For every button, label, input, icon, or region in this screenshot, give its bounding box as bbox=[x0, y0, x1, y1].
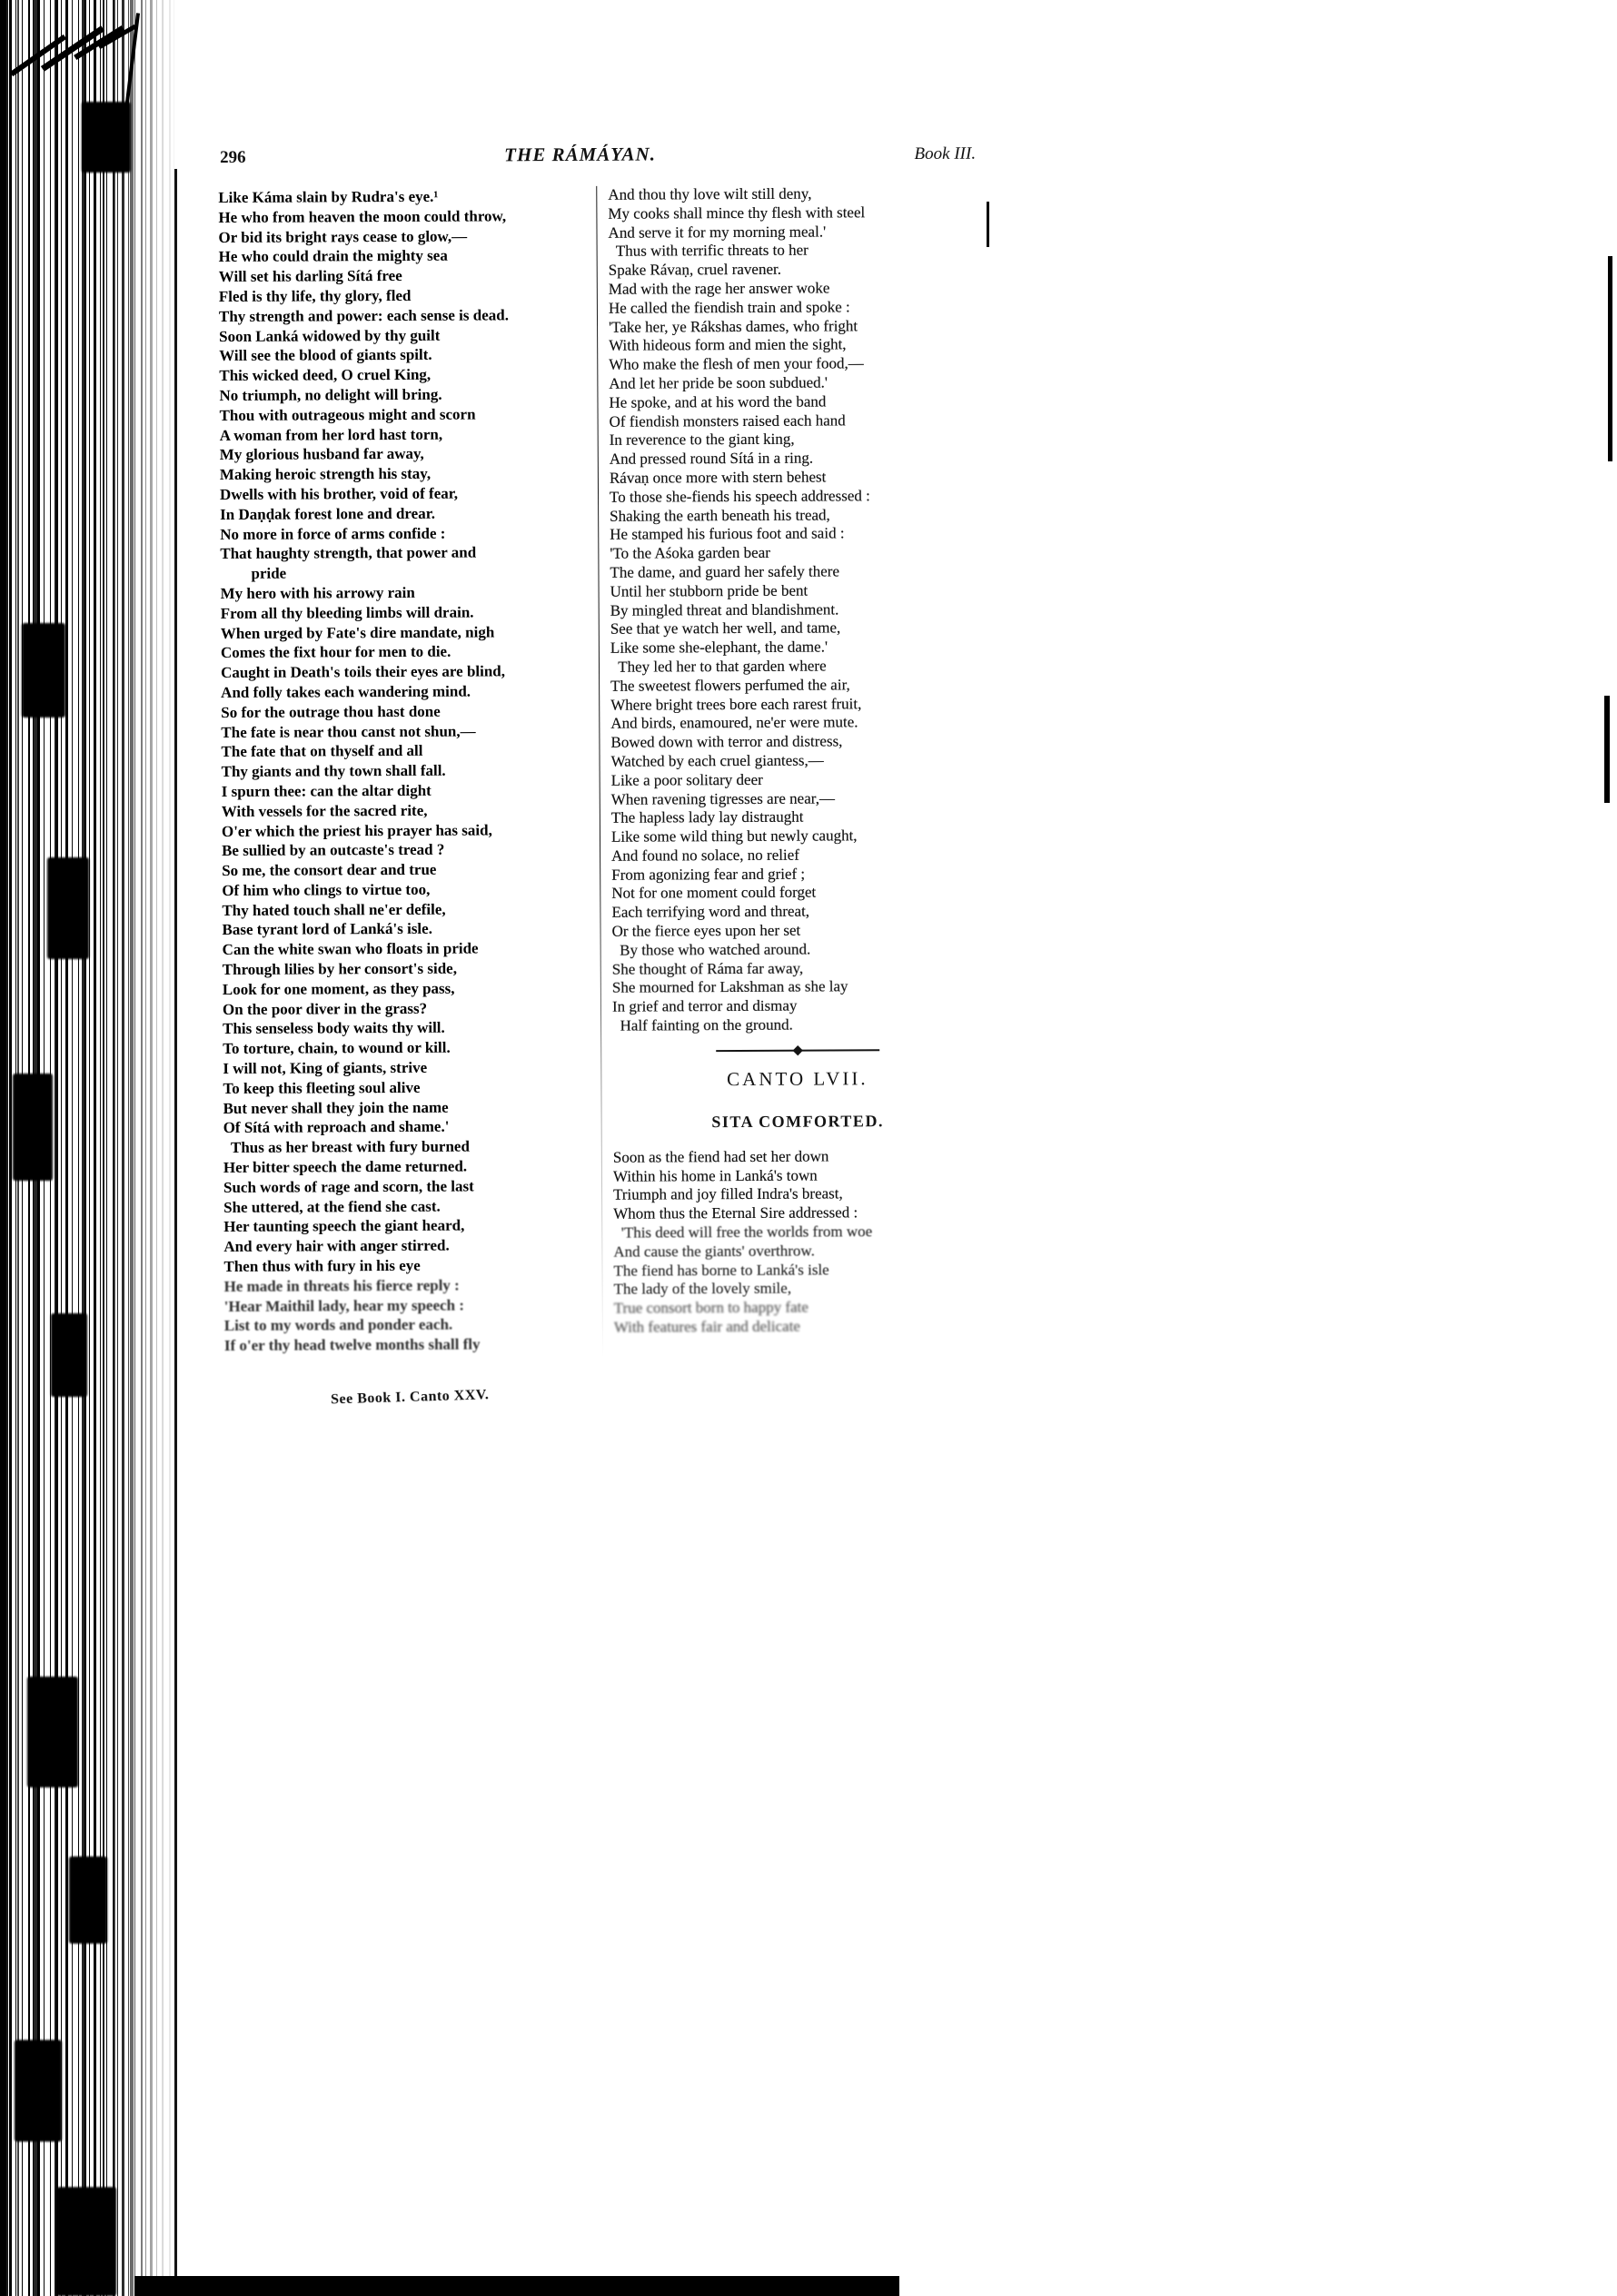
canto-subheading: SITA COMFORTED. bbox=[711, 1112, 884, 1132]
poem-line: My cooks shall mince thy flesh with steel bbox=[608, 203, 866, 223]
poem-line: But never shall they join the name bbox=[223, 1098, 449, 1117]
poem-line: Or bid its bright rays cease to glow,— bbox=[218, 227, 468, 246]
canto-heading: CANTO LVII. bbox=[727, 1067, 868, 1090]
poem-line: Thou with outrageous might and scorn bbox=[219, 405, 476, 424]
poem-line: He who could drain the mighty sea bbox=[218, 247, 448, 266]
poem-line: Dwells with his brother, void of fear, bbox=[219, 484, 459, 503]
poem-line: And let her pride be soon subdued.' bbox=[609, 373, 828, 392]
poem-line: He who from heaven the moon could throw, bbox=[218, 207, 507, 226]
poem-line: Half fainting on the ground. bbox=[612, 1015, 793, 1034]
poem-line: A woman from her lord hast torn, bbox=[219, 425, 443, 444]
poem-line: Look for one moment, as they pass, bbox=[222, 979, 455, 998]
poem-line: If o'er thy head twelve months shall fly bbox=[223, 1335, 481, 1355]
poem-line: True consort born to happy fate bbox=[613, 1298, 808, 1317]
poem-line: And folly takes each wandering mind. bbox=[221, 682, 471, 701]
poem-line: Like some she-elephant, the dame.' bbox=[610, 638, 828, 657]
poem-line: No more in force of arms confide : bbox=[220, 524, 446, 543]
poem-line: Each terrifying word and threat, bbox=[611, 902, 810, 922]
poem-line: Be sullied by an outcaste's tread ? bbox=[222, 841, 445, 860]
poem-line: Will set his darling Sítá free bbox=[218, 267, 402, 286]
right-column bbox=[608, 184, 984, 1405]
poem-line: Like some wild thing but newly caught, bbox=[610, 826, 858, 846]
poem-line: He stamped his furious foot and said : bbox=[610, 524, 845, 544]
poem-line: My hero with his arrowy rain bbox=[220, 583, 415, 602]
poem-line: Such words of rage and scorn, the last bbox=[223, 1177, 474, 1196]
poem-line: By mingled threat and blandishment. bbox=[610, 599, 839, 619]
poem-line: Caught in Death's toils their eyes are blind, bbox=[220, 662, 506, 682]
scan-ink-blob bbox=[82, 102, 131, 173]
poem-line: Then thus with fury in his eye bbox=[223, 1256, 421, 1276]
poem-line: The sweetest flowers perfumed the air, bbox=[610, 676, 850, 695]
poem-line: Of Sítá with reproach and shame.' bbox=[223, 1118, 450, 1137]
poem-line: Can the white swan who floats in pride bbox=[222, 939, 479, 959]
poem-line: From agonizing fear and grief ; bbox=[611, 865, 806, 884]
poem-line: Making heroic strength his stay, bbox=[219, 464, 432, 484]
poem-line: The fate that on thyself and all bbox=[221, 742, 423, 761]
right-column-poem bbox=[608, 184, 982, 1036]
poem-line: I spurn thee: can the altar dight bbox=[221, 781, 432, 800]
poem-line: This senseless body waits thy will. bbox=[223, 1019, 445, 1038]
scan-ink-blob bbox=[22, 623, 65, 718]
poem-line: On the poor diver in the grass? bbox=[222, 999, 428, 1018]
poem-line: This wicked deed, O cruel King, bbox=[219, 365, 432, 385]
scan-ink-blob bbox=[56, 2187, 116, 2296]
poem-line: Within his home in Lanká's town bbox=[612, 1166, 818, 1185]
scan-edge-mark bbox=[1604, 696, 1610, 803]
scan-ink-blob bbox=[13, 1074, 53, 1181]
poem-line: Comes the fixt hour for men to die. bbox=[220, 642, 451, 662]
separator-diamond-icon bbox=[792, 1045, 802, 1055]
poem-line: The hapless lady lay distraught bbox=[610, 807, 804, 827]
scan-streak-line bbox=[174, 169, 177, 2296]
poem-line: To keep this fleeting soul alive bbox=[223, 1078, 421, 1097]
page-header bbox=[218, 142, 977, 168]
poem-line: Her taunting speech the giant heard, bbox=[223, 1217, 465, 1236]
scan-edge-mark bbox=[1608, 256, 1612, 461]
poem-line: In reverence to the giant king, bbox=[609, 430, 795, 450]
poem-line: Fled is thy life, thy glory, fled bbox=[218, 286, 412, 305]
column-divider-rule bbox=[596, 186, 603, 1358]
poem-line: By those who watched around. bbox=[611, 940, 811, 959]
poem-line: Until her stubborn pride be bent bbox=[610, 581, 808, 600]
poem-line: Watched by each cruel giantess,— bbox=[610, 751, 824, 770]
poem-line: 'Hear Maithil lady, hear my speech : bbox=[223, 1296, 465, 1315]
poem-line: Of him who clings to virtue too, bbox=[222, 880, 431, 899]
poem-line: And cause the giants' overthrow. bbox=[613, 1242, 815, 1261]
poem-line: Thus with terrific threats to her bbox=[608, 241, 808, 261]
text-columns bbox=[218, 184, 984, 1407]
poem-line: Bowed down with terror and distress, bbox=[610, 732, 843, 751]
poem-line: Triumph and joy filled Indra's breast, bbox=[613, 1184, 843, 1204]
poem-line: Whom thus the Eternal Sire addressed : bbox=[613, 1203, 858, 1222]
poem-line: Soon as the fiend had set her down bbox=[612, 1147, 829, 1166]
poem-line: Or the fierce eyes upon her set bbox=[611, 921, 801, 940]
poem-line: With features fair and delicate bbox=[613, 1317, 800, 1336]
poem-line: Thy giants and thy town shall fall. bbox=[221, 761, 446, 781]
poem-line: In grief and terror and dismay bbox=[611, 996, 798, 1016]
poem-line: He spoke, and at his word the band bbox=[609, 392, 827, 411]
poem-line: Like a poor solitary deer bbox=[610, 770, 763, 789]
poem-line: Thus as her breast with fury burned bbox=[223, 1137, 470, 1157]
poem-line: He called the fiendish train and spoke : bbox=[608, 298, 850, 317]
poem-line: And birds, enamoured, ne'er were mute. bbox=[610, 713, 858, 733]
poem-line: And every hair with anger stirred. bbox=[223, 1236, 450, 1256]
left-column-poem bbox=[218, 186, 595, 1356]
poem-line: Thy strength and power: each sense is dead. bbox=[218, 306, 509, 325]
poem-line: Her bitter speech the dame returned. bbox=[223, 1157, 468, 1177]
poem-line: So me, the consort dear and true bbox=[222, 860, 437, 880]
poem-line: The fiend has borne to Lanká's isle bbox=[613, 1261, 829, 1280]
canto-poem bbox=[613, 1146, 984, 1337]
poem-line: From all thy bleeding limbs will drain. bbox=[220, 603, 474, 622]
poem-line: Thy hated touch shall ne'er defile, bbox=[222, 900, 446, 919]
poem-line: He made in threats his fierce reply : bbox=[223, 1276, 460, 1295]
scan-ink-blob bbox=[47, 857, 89, 959]
poem-line: Rávaṇ once more with stern behest bbox=[609, 468, 827, 487]
poem-line: She thought of Ráma far away, bbox=[611, 959, 804, 978]
poem-line: I will not, King of giants, strive bbox=[223, 1058, 428, 1078]
poem-line: When urged by Fate's dire mandate, nigh bbox=[220, 622, 495, 642]
page-content bbox=[218, 142, 984, 1407]
poem-line: Spake Rávaṇ, cruel ravener. bbox=[608, 260, 782, 279]
poem-line: My glorious husband far away, bbox=[219, 445, 424, 464]
poem-line: Who make the flesh of men your food,— bbox=[609, 354, 864, 373]
poem-line: She uttered, at the fiend she cast. bbox=[223, 1197, 441, 1216]
scan-edge-mark bbox=[987, 202, 989, 247]
poem-line: And serve it for my morning meal.' bbox=[608, 223, 827, 242]
scan-ink-blob bbox=[27, 1677, 78, 1787]
poem-line: No triumph, no delight will bring. bbox=[219, 385, 442, 404]
poem-line: That haughty strength, that power and bbox=[220, 543, 477, 563]
poem-line: The fate is near thou canst not shun,— bbox=[221, 722, 476, 741]
poem-line: To torture, chain, to wound or kill. bbox=[223, 1038, 451, 1058]
book-label: Book III. bbox=[914, 144, 977, 163]
poem-line: The dame, and guard her safely there bbox=[610, 562, 840, 581]
poem-line: With vessels for the sacred rite, bbox=[221, 801, 428, 820]
poem-line: 'To the Aśoka garden bear bbox=[610, 543, 770, 562]
poem-line: With hideous form and mien the sight, bbox=[609, 335, 847, 355]
poem-line: See that ye watch her well, and tame, bbox=[610, 619, 841, 638]
poem-line: They led her to that garden where bbox=[610, 657, 827, 676]
poem-line: And found no solace, no relief bbox=[611, 846, 799, 865]
scan-ink-blob bbox=[69, 1856, 107, 1944]
scan-ink-blob bbox=[51, 1313, 87, 1397]
poem-line: O'er which the priest his prayer has said, bbox=[221, 820, 492, 840]
poem-line: Like Káma slain by Rudra's eye.¹ bbox=[218, 187, 439, 206]
canto-separator bbox=[716, 1049, 879, 1052]
poem-line: Not for one moment could forget bbox=[611, 884, 817, 903]
scan-ink-blob bbox=[15, 2040, 62, 2142]
poem-line: Soon Lanká widowed by thy guilt bbox=[219, 326, 441, 345]
running-title: THE RÁMÁYAN. bbox=[504, 143, 657, 166]
poem-line: 'This deed will free the worlds from woe bbox=[613, 1222, 873, 1242]
poem-line: 'Take her, ye Rákshas dames, who fright bbox=[609, 316, 858, 336]
poem-line: The lady of the lovely smile, bbox=[613, 1280, 792, 1299]
poem-line: Where bright trees bore each rarest fruit, bbox=[610, 694, 862, 714]
poem-line: List to my words and ponder each. bbox=[223, 1316, 453, 1335]
poem-line: pride bbox=[220, 564, 287, 583]
poem-line: She mourned for Lakshman as she lay bbox=[611, 977, 848, 997]
left-column bbox=[218, 186, 595, 1407]
scan-bottom-artifact bbox=[134, 2276, 899, 2296]
poem-line: When ravening tigresses are near,— bbox=[610, 788, 836, 808]
poem-line: To those she-fiends his speech addressed : bbox=[609, 486, 870, 506]
poem-line: Will see the blood of giants spilt. bbox=[219, 346, 432, 365]
poem-line: Of fiendish monsters raised each hand bbox=[609, 411, 846, 430]
poem-line: Mad with the rage her answer woke bbox=[608, 279, 830, 298]
poem-line: In Daṇḍak forest lone and drear. bbox=[220, 504, 435, 523]
poem-line: Base tyrant lord of Lanká's isle. bbox=[222, 920, 432, 939]
poem-line: And thou thy love wilt still deny, bbox=[608, 184, 812, 203]
poem-line: And pressed round Sítá in a ring. bbox=[609, 449, 814, 468]
poem-line: Through lilies by her consort's side, bbox=[222, 959, 457, 979]
page-number: 296 bbox=[220, 147, 246, 167]
poem-line: Shaking the earth beneath his tread, bbox=[610, 506, 830, 525]
poem-line: So for the outrage thou hast done bbox=[221, 702, 441, 721]
footnote: See Book I. Canto XXV. bbox=[330, 1387, 490, 1408]
